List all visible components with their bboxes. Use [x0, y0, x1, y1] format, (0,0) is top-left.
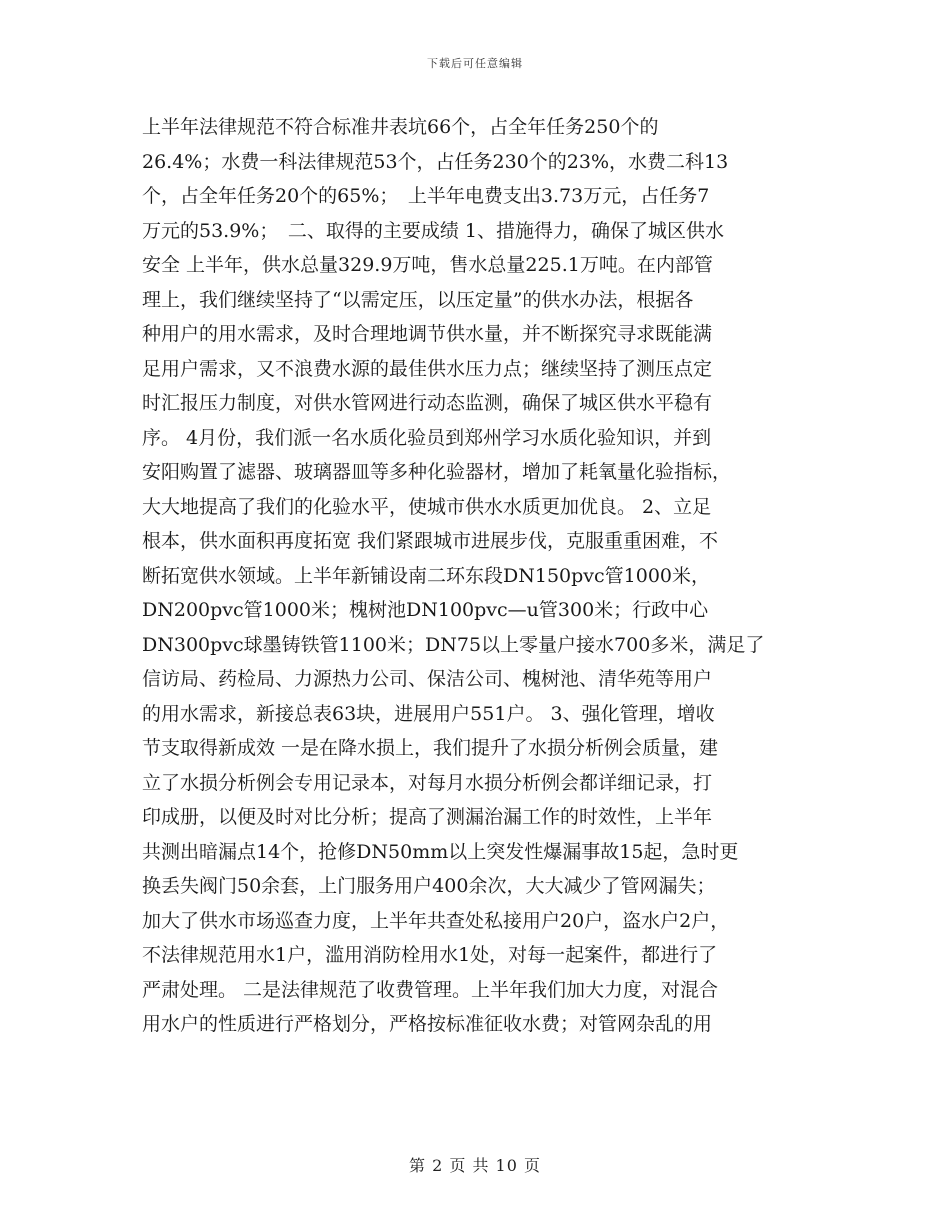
text-line: 26.4%；水费一科法律规范53个，占任务230个的23%，水费二科13: [142, 150, 729, 173]
text-line: 共测出暗漏点14个，抢修DN50mm以上突发性爆漏事故15起，急时更: [142, 840, 739, 863]
text-line: DN200pvc管1000米；槐树池DN100pvc—u管300米；行政中心: [142, 599, 709, 621]
text-line: 上半年法律规范不符合标准井表坑66个，占全年任务250个的: [142, 116, 659, 138]
page-footer: 第 2 页 共 10 页: [409, 1156, 541, 1175]
text-line: 的用水需求，新接总表63块，进展用户551户。 3、强化管理，增收: [142, 702, 715, 725]
text-line: 节支取得新成效 一是在降水损上，我们提升了水损分析例会质量，建: [142, 737, 719, 759]
text-line: 立了水损分析例会专用记录本，对每月水损分析例会都详细记录，打: [142, 771, 713, 794]
text-line: 根本，供水面积再度拓宽 我们紧跟城市进展步伐，克服重重困难，不: [142, 530, 719, 552]
page-header: 下载后可任意编辑: [427, 57, 523, 70]
text-line: 不法律规范用水1户，滥用消防栓用水1处，对每一起案件，都进行了: [142, 944, 718, 966]
text-line: 理上，我们继续坚持了“以需定压，以压定量”的供水办法，根据各: [142, 288, 694, 311]
text-line: 大大地提高了我们的化验水平，使城市供水水质更加优良。 2、立足: [142, 495, 712, 518]
text-line: 断拓宽供水领域。上半年新铺设南二环东段DN150pvc管1000米，: [142, 564, 711, 587]
text-line: 种用户的用水需求，及时合理地调节供水量，并不断探究寻求既能满: [142, 323, 713, 345]
text-line: 安阳购置了滤器、玻璃器皿等多种化验器材，增加了耗氧量化验指标，: [142, 461, 732, 483]
text-line: 印成册，以便及时对比分析；提高了测漏治漏工作的时效性，上半年: [142, 806, 713, 828]
text-line: 加大了供水市场巡查力度，上半年共查处私接用户20户，盗水户2户，: [142, 909, 730, 932]
text-line: 序。 4月份，我们派一名水质化验员到郑州学习水质化验知识，并到: [142, 426, 712, 449]
text-line: DN300pvc球墨铸铁管1100米；DN75以上零量户接水700多米，满足了: [142, 633, 765, 656]
text-line: 万元的53.9%； 二、取得的主要成绩 1、措施得力，确保了城区供水: [142, 219, 724, 242]
text-line: 严肃处理。 二是法律规范了收费管理。上半年我们加大力度，对混合: [142, 978, 719, 1001]
text-line: 用水户的性质进行严格划分，严格按标准征收水费；对管网杂乱的用: [142, 1013, 713, 1035]
text-line: 时汇报压力制度，对供水管网进行动态监测，确保了城区供水平稳有: [142, 392, 713, 414]
text-line: 个，占全年任务20个的65%； 上半年电费支出3.73万元，占任务7: [142, 185, 710, 207]
body-text: [142, 110, 812, 1042]
text-line: 信访局、药检局、力源热力公司、保洁公司、槐树池、清华苑等用户: [142, 668, 713, 690]
text-line: 足用户需求，又不浪费水源的最佳供水压力点；继续坚持了测压点定: [142, 357, 713, 380]
text-line: 换丢失阀门50余套，上门服务用户400余次，大大减少了管网漏失；: [142, 875, 716, 897]
text-line: 安全 上半年，供水总量329.9万吨，售水总量225.1万吨。在内部管: [142, 254, 713, 276]
